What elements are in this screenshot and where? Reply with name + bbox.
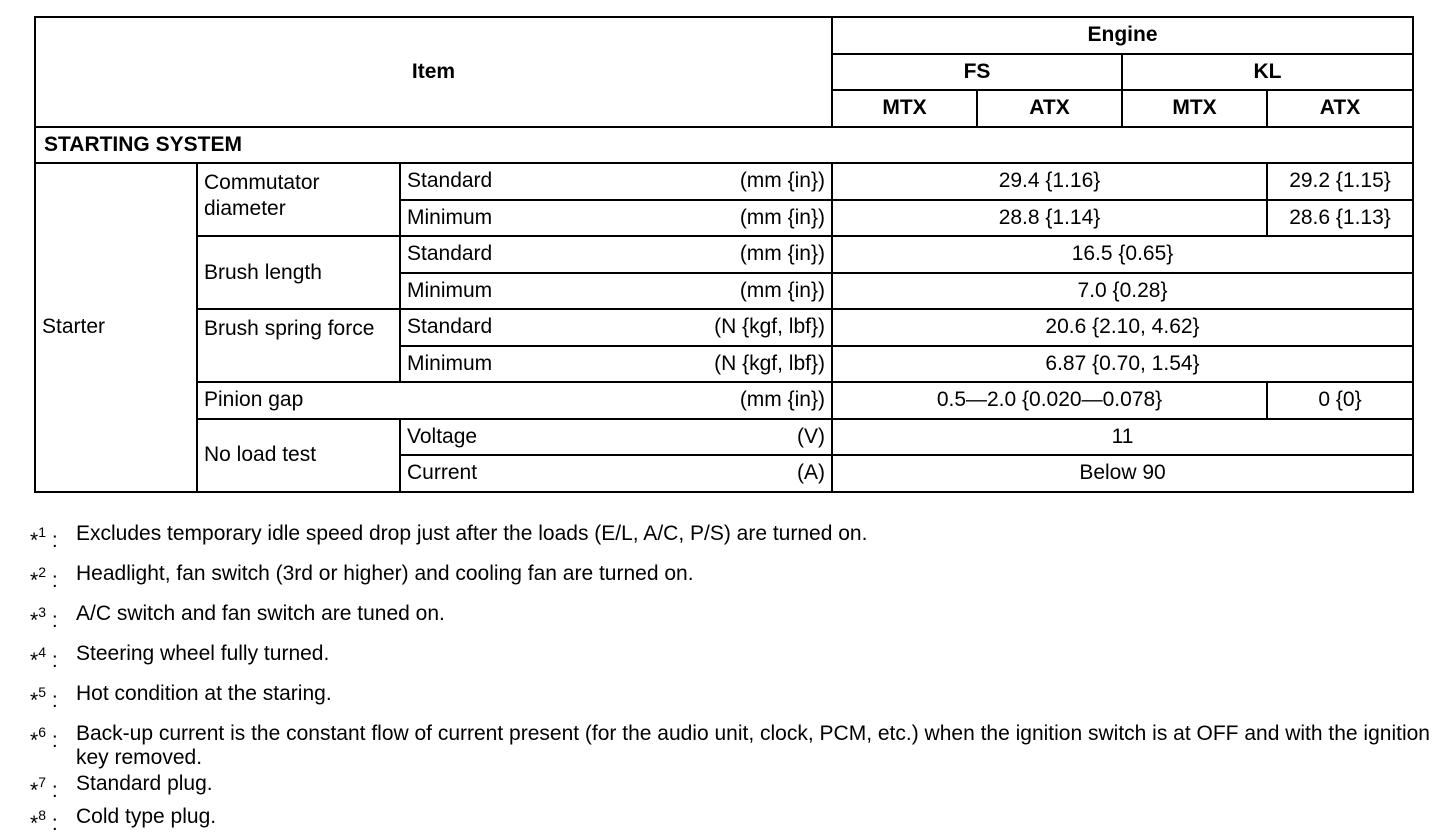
footnote-text: Standard plug. [76, 772, 213, 795]
spec-cell [400, 346, 832, 383]
section-title: STARTING SYSTEM [35, 127, 1413, 164]
spec-cell [197, 382, 832, 419]
value-cell: Below 90 [832, 455, 1413, 492]
footnote-text: A/C switch and fan switch are tuned on. [76, 602, 445, 625]
value-cell: 20.6 {2.10, 4.62} [832, 309, 1413, 346]
component-starter: Starter [35, 163, 197, 492]
footnote-text: Cold type plug. [76, 805, 217, 828]
footnote-marker: *$^6$ : [30, 724, 58, 752]
header-fs: FS [832, 54, 1122, 91]
footnote-marker: *$^2$ : [30, 564, 58, 592]
footnote-text: Back-up current is the constant flow of current present (for the audio unit, clock, PCM, etc.) when the ignition switch is at OFF and with the ignition key removed. [76, 722, 1430, 769]
value-cell: 16.5 {0.65} [832, 236, 1413, 273]
spec-label: Standard [407, 242, 493, 266]
header-engine: Engine [832, 17, 1413, 54]
value-cell: 0.5—2.0 {0.020—0.078} [832, 382, 1267, 419]
value-cell: 6.87 {0.70, 1.54} [832, 346, 1413, 383]
footnote [30, 522, 1430, 553]
header-kl-mtx: MTX [1122, 90, 1267, 127]
footnote-marker: *$^7$ : [30, 774, 58, 802]
footnote [30, 772, 1430, 803]
footnote-marker: *$^1$ : [30, 524, 58, 552]
header-fs-mtx: MTX [832, 90, 977, 127]
spec-cell [400, 200, 832, 237]
footnote-marker: *$^3$ : [30, 604, 58, 632]
value-cell-kl-atx: 0 {0} [1267, 382, 1413, 419]
table-row [35, 236, 1413, 273]
item-brush-spring-force: Brush spring force [197, 309, 400, 382]
item-pinion-gap: Pinion gap [204, 388, 304, 412]
spec-unit: (mm {in}) [739, 278, 825, 302]
header-kl-atx: ATX [1267, 90, 1413, 127]
spec-label: Standard [407, 169, 493, 193]
footnote-marker: *$^5$ : [30, 684, 58, 712]
spec-cell [400, 419, 832, 456]
spec-cell [400, 236, 832, 273]
spec-label: Minimum [407, 351, 493, 375]
footnote-text: Headlight, fan switch (3rd or higher) and cooling fan are turned on. [76, 562, 694, 585]
value-cell: 28.8 {1.14} [832, 200, 1267, 237]
value-cell-kl-atx: 28.6 {1.13} [1267, 200, 1413, 237]
footnote-text: Excludes temporary idle speed drop just after the loads (E/L, A/C, P/S) are turned on. [76, 522, 868, 545]
spec-cell [400, 273, 832, 310]
header-kl: KL [1122, 54, 1413, 91]
footnotes [30, 522, 1430, 838]
header-row-engine [35, 17, 1413, 54]
value-cell: 7.0 {0.28} [832, 273, 1413, 310]
spec-unit: (mm {in}) [739, 242, 825, 266]
spec-unit: (A) [797, 461, 825, 485]
header-item: Item [35, 17, 832, 127]
value-cell: 11 [832, 419, 1413, 456]
spec-unit: (V) [797, 424, 825, 448]
table-row [35, 419, 1413, 456]
table-row [35, 163, 1413, 200]
spec-unit: (N {kgf, lbf}) [714, 351, 825, 375]
spec-label: Minimum [407, 278, 493, 302]
table-row [35, 382, 1413, 419]
item-no-load-test: No load test [197, 419, 400, 492]
table-row [35, 309, 1413, 346]
footnote-marker: *$^8$ : [30, 807, 58, 835]
spec-unit: (mm {in}) [739, 169, 825, 193]
spec-label: Voltage [407, 424, 478, 448]
spec-table [34, 16, 1414, 493]
footnote [30, 805, 1430, 836]
spec-unit: (N {kgf, lbf}) [714, 315, 825, 339]
spec-label: Current [407, 461, 478, 485]
value-cell: 29.4 {1.16} [832, 163, 1267, 200]
footnote-text: Hot condition at the staring. [76, 682, 332, 705]
spec-cell [400, 309, 832, 346]
footnote [30, 562, 1430, 593]
footnote-marker: *$^4$ : [30, 644, 58, 672]
spec-label: Minimum [407, 205, 493, 229]
section-row [35, 127, 1413, 164]
item-brush-length: Brush length [197, 236, 400, 309]
footnote [30, 722, 1430, 770]
spec-unit: (mm {in}) [739, 388, 825, 412]
spec-label: Standard [407, 315, 493, 339]
footnote [30, 642, 1430, 673]
value-cell-kl-atx: 29.2 {1.15} [1267, 163, 1413, 200]
spec-cell [400, 455, 832, 492]
footnote [30, 602, 1430, 633]
footnote-text: Steering wheel fully turned. [76, 642, 330, 665]
spec-cell [400, 163, 832, 200]
item-commutator-diameter: Commutator diameter [197, 163, 400, 236]
spec-unit: (mm {in}) [739, 205, 825, 229]
header-fs-atx: ATX [977, 90, 1122, 127]
footnote [30, 682, 1430, 713]
